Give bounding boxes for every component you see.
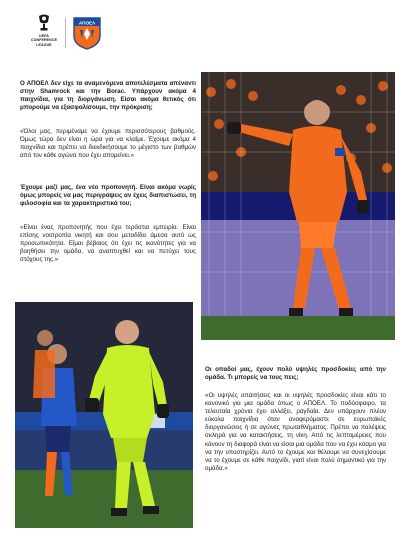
interview-answer-2: «Είναι ένας προπονητής που έχει τεράστια εμπειρία. Είναι επίσης νοοτροπία νικητή και σου μεταδίδει άμεσα αυτό ως προσωπικότητα. Είμαι βέβαιος ότι έχει τις ικανότητες για να βοηθήσει την ομάδα, να αναπτυχθεί και να πετύχει τους στόχους της.»	[20, 224, 196, 264]
goalkeeper-yellow-kit-photo	[15, 302, 193, 528]
header-logos	[30, 14, 110, 54]
uefa-conference-league-logo	[30, 14, 58, 54]
apoel-crest-text: ΑΠΟΕΛ	[78, 20, 96, 26]
interview-question-1: Ο ΑΠΟΕΛ δεν είχε τα αναμενόμενα αποτελέσματα απέναντι στην Shamrock και την Borac. Υπάρχουν ακόμα 4 παιχνίδια, για τη διοργάνωση. Είσαι ακόμα θετικός ότι μπορούμε να εξασφαλίσουμε, την πρόκριση;	[20, 80, 196, 112]
ucl-logo-text: UEFA CONFERENCE LEAGUE	[30, 34, 58, 47]
interview-answer-1: «Όλοι μας, περιμέναμε να έχουμε περισσότερους βαθμούς. Όμως τώρα δεν είναι η ώρα για να κλαίμε. Έχουμε ακόμα 4 παιχνίδια και πρέπει να διεκδικήσουμε το μέγιστο των βαθμών από τον κάθε αγώνα που έχει απομείνει.»	[20, 128, 196, 160]
interview-question-3: Οι οπαδοί μας, έχουν πολύ υψηλές προσδοκίες από την ομάδα. Τι μπορείς να τους πεις;	[205, 366, 386, 382]
goalkeeper-orange-kit-photo	[201, 72, 395, 340]
apoel-crest-logo	[72, 16, 102, 50]
interview-answer-3: «Οι υψηλές απαιτήσεις και οι υψηλές προσδοκίες είναι κάτι το κανονικό για μια ομάδα όπως ο ΑΠΟΕΛ. Το ποδόσφαιρο, τα τελευταία χρόνια έχει αλλάξει, ραγδαία. Δεν υπάρχουν πλέον εύκολα παιχνίδια όταν αναφερόμαστε σε ευρωπαϊκές διοργανώσεις ή σε αγώνες πρωταθλήματος. Πρέπει να παλέψεις σκληρά για να κατακτήσεις, τη νίκη. Από τις λεπτομέρειες που κάνουν τη διαφορά είναι να είσαι μια ομάδα που να έχει κόσμο για να την υποστηρίζει. Αυτό το έχουμε και θέλουμε να συνεχίσουμε να το έχουμε σε κάθε παιχνίδι, γιατί είναι πολύ σημαντικό για την ομάδα.»	[205, 392, 386, 472]
logo-divider	[65, 18, 66, 48]
conference-league-trophy-icon	[36, 14, 52, 32]
interview-question-2: Έχουμε μαζί μας, ένα νέο προπονητή. Είναι ακόμα νωρίς όμως μπορείς να μας περιγράψεις αν έχεις διαπιστώσει, τη φιλοσοφία και τα χαρακτηριστικά του;	[20, 184, 196, 208]
